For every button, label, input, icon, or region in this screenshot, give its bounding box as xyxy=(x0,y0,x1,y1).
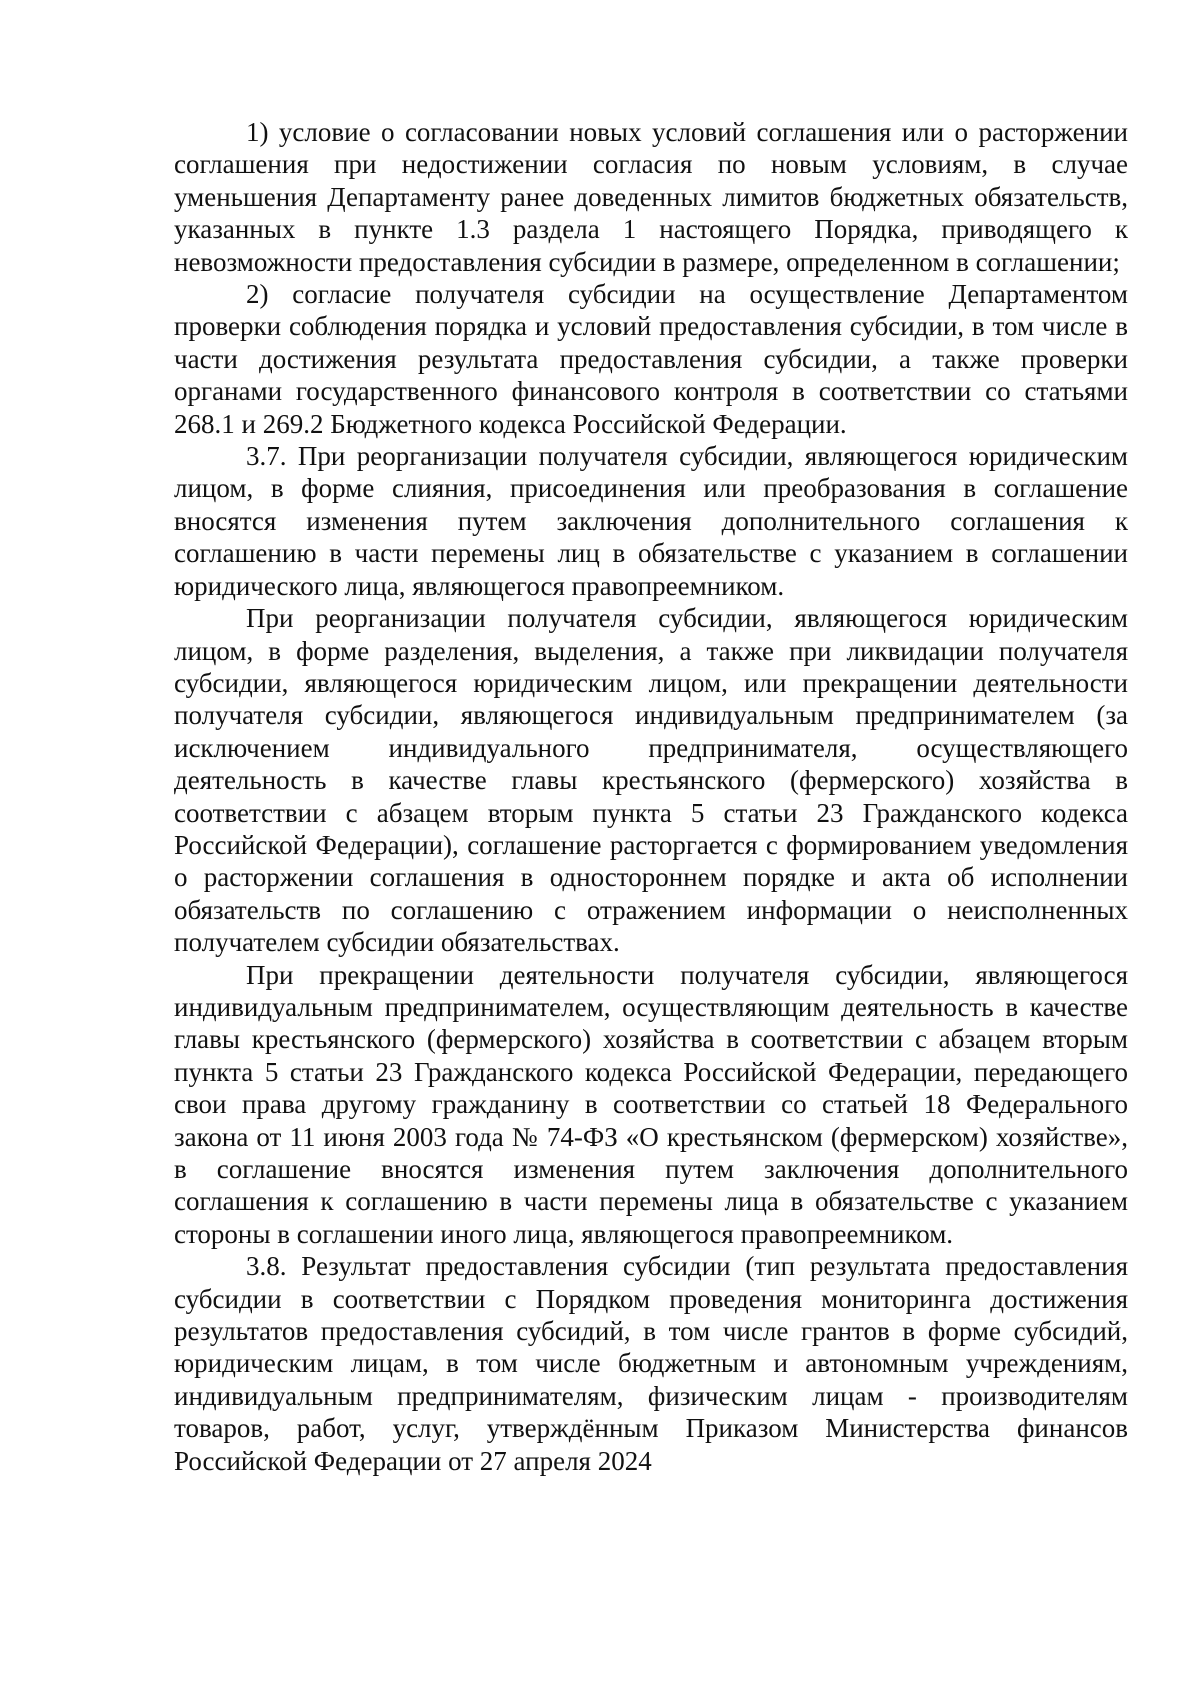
paragraph-farm-termination: При прекращении деятельности получателя субсидии, являющегося индивидуальным предпринимателем, осуществляющим деятельность в качестве главы крестьянского (фермерского) хозяйства в соответствии с абзацем вторым пункта 5 статьи 23 Гражданского кодекса Российской Федерации, передающего свои права другому гражданину в соответствии со статьей 18 Федерального закона от 11 июня 2003 года № 74-ФЗ «О крестьянском (фермерском) хозяйстве», в соглашение вносятся изменения путем заключения дополнительного соглашения к соглашению в части перемены лица в обязательстве с указанием стороны в соглашении иного лица, являющегося правопреемником. xyxy=(174,959,1128,1249)
document-body xyxy=(174,116,1128,1477)
paragraph-3-8-result: 3.8. Результат предоставления субсидии (тип результата предоставления субсидии в соответствии с Порядком проведения мониторинга достижения результатов предоставления субсидий, в том числе грантов в форме субсидий, юридическим лицам, в том числе бюджетным и автономным учреждениям, индивидуальным предпринимателям, физическим лицам - производителям товаров, работ, услуг, утверждённым Приказом Министерства финансов Российской Федерации от 27 апреля 2024 xyxy=(174,1251,1128,1476)
paragraph-item-2-consent-to-audit: 2) согласие получателя субсидии на осуществление Департаментом проверки соблюдения порядка и условий предоставления субсидии, в том числе в части достижения результата предоставления субсидии, а также проверки органами государственного финансового контроля в соответствии со статьями 268.1 и 269.2 Бюджетного кодекса Российской Федерации. xyxy=(174,279,1128,439)
paragraph-item-1-contract-terms: 1) условие о согласовании новых условий соглашения или о расторжении соглашения при недостижении согласия по новым условиям, в случае уменьшения Департаменту ранее доведенных лимитов бюджетных обязательств, указанных в пункте 1.3 раздела 1 настоящего Порядка, приводящего к невозможности предоставления субсидии в размере, определенном в соглашении; xyxy=(174,117,1128,277)
paragraph-reorganization-termination: При реорганизации получателя субсидии, являющегося юридическим лицом, в форме разделения, выделения, а также при ликвидации получателя субсидии, являющегося юридическим лицом, или прекращении деятельности получателя субсидии, являющегося индивидуальным предпринимателем (за исключением индивидуального предпринимателя, осуществляющего деятельность в качестве главы крестьянского (фермерского) хозяйства в соответствии с абзацем вторым пункта 5 статьи 23 Гражданского кодекса Российской Федерации), соглашение расторгается с формированием уведомления о расторжении соглашения в одностороннем порядке и акта об исполнении обязательств по соглашению с отражением информации о неисполненных получателем субсидии обязательствах. xyxy=(174,603,1128,958)
paragraph-3-7-reorganization: 3.7. При реорганизации получателя субсидии, являющегося юридическим лицом, в форме слияния, присоединения или преобразования в соглашение вносятся изменения путем заключения дополнительного соглашения к соглашению в части перемены лиц в обязательстве с указанием в соглашении юридического лица, являющегося правопреемником. xyxy=(174,441,1128,601)
